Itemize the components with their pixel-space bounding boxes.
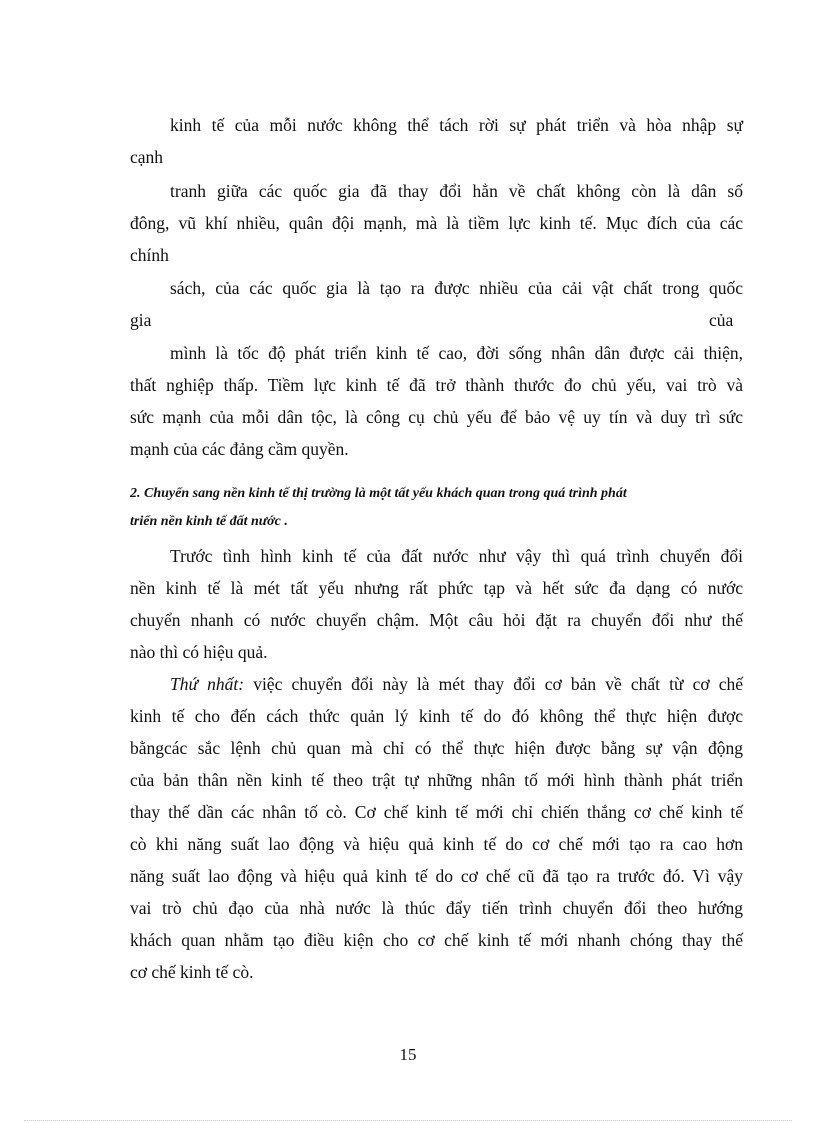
paragraph-f-line-10: cơ chế kinh tế cò.	[130, 962, 254, 982]
paragraph-b-line-3: chính	[130, 245, 169, 265]
page-number: 15	[399, 1045, 417, 1064]
page-bottom-divider	[24, 1120, 792, 1121]
paragraph-f-line-1-text: việc chuyển đổi này là mét thay đổi cơ bản về chất từ cơ chế	[244, 674, 743, 694]
paragraph-c-line-2-left: gia	[130, 310, 152, 330]
paragraph-a-line-1: kinh tế của mỗi nước không thể tách rời sự phát triển và hòa nhập sự	[170, 115, 743, 135]
paragraph-f-line-3: bằngcác sắc lệnh chủ quan mà chỉ có thể thực hiện được bằng sự vận động	[130, 738, 743, 758]
paragraph-f-line-9: khách quan nhằm tạo điều kiện cho cơ chế kinh tế mới nhanh chóng thay thế	[130, 930, 743, 950]
section-heading-line-1: 2. Chuyển sang nền kinh tế thị trường là một tất yếu khách quan trong quá trình phát	[130, 486, 627, 501]
paragraph-f-line-8: vai trò chủ đạo của nhà nước là thúc đẩy tiến trình chuyển đổi theo hướng	[130, 898, 743, 918]
paragraph-b-line-2: đông, vũ khí nhiều, quân đội mạnh, mà là tiềm lực kinh tế. Mục đích của các	[130, 213, 743, 233]
paragraph-a-line-2: cạnh	[130, 147, 164, 167]
paragraph-e-line-4: nào thì có hiệu quả.	[130, 642, 268, 662]
paragraph-d-line-2: thất nghiệp thấp. Tiềm lực kinh tế đã trở thành thước đo chủ yếu, vai trò và	[130, 375, 743, 395]
paragraph-c-line-2-right: của	[709, 310, 734, 330]
paragraph-f-lead: Thứ nhất:	[170, 674, 245, 694]
paragraph-e-line-1: Trước tình hình kinh tế của đất nước như vậy thì quá trình chuyển đổi	[170, 546, 743, 566]
paragraph-c-line-1: sách, của các quốc gia là tạo ra được nhiều của cải vật chất trong quốc	[170, 278, 743, 298]
paragraph-f-line-2: kinh tế cho đến cách thức quản lý kinh tế do đó không thể thực hiện được	[130, 706, 743, 726]
paragraph-e-line-2: nền kinh tế là mét tất yếu nhưng rất phức tạp và hết sức đa dạng có nước	[130, 578, 743, 598]
paragraph-f-line-6: cò khi năng suất lao động và hiệu quả kinh tế do cơ chế mới tạo ra cao hơn	[130, 834, 743, 854]
paragraph-f-line-4: của bản thân nền kinh tế theo trật tự những nhân tố mới hình thành phát triển	[130, 770, 743, 790]
paragraph-e-line-3: chuyển nhanh có nước chuyển chậm. Một câu hỏi đặt ra chuyển đổi như thế	[130, 610, 743, 630]
paragraph-b-line-1: tranh giữa các quốc gia đã thay đổi hẳn về chất không còn là dân số	[170, 181, 743, 201]
section-heading-line-2: triển nền kinh tế đất nước .	[130, 514, 288, 529]
paragraph-f-line-1	[170, 673, 743, 695]
paragraph-f-line-7: năng suất lao động và hiệu quả kinh tế do cơ chế cũ đã tạo ra trước đó. Vì vậy	[130, 866, 743, 886]
paragraph-f-line-5: thay thế dần các nhân tố cò. Cơ chế kinh tế mới chỉ chiến thắng cơ chế kinh tế	[130, 802, 743, 822]
paragraph-d-line-4: mạnh của các đảng cầm quyền.	[130, 439, 349, 459]
paragraph-d-line-3: sức mạnh của mỗi dân tộc, là công cụ chủ yếu để bảo vệ uy tín và duy trì sức	[130, 407, 743, 427]
paragraph-d-line-1: mình là tốc độ phát triển kinh tế cao, đời sống nhân dân được cải thiện,	[170, 343, 743, 363]
